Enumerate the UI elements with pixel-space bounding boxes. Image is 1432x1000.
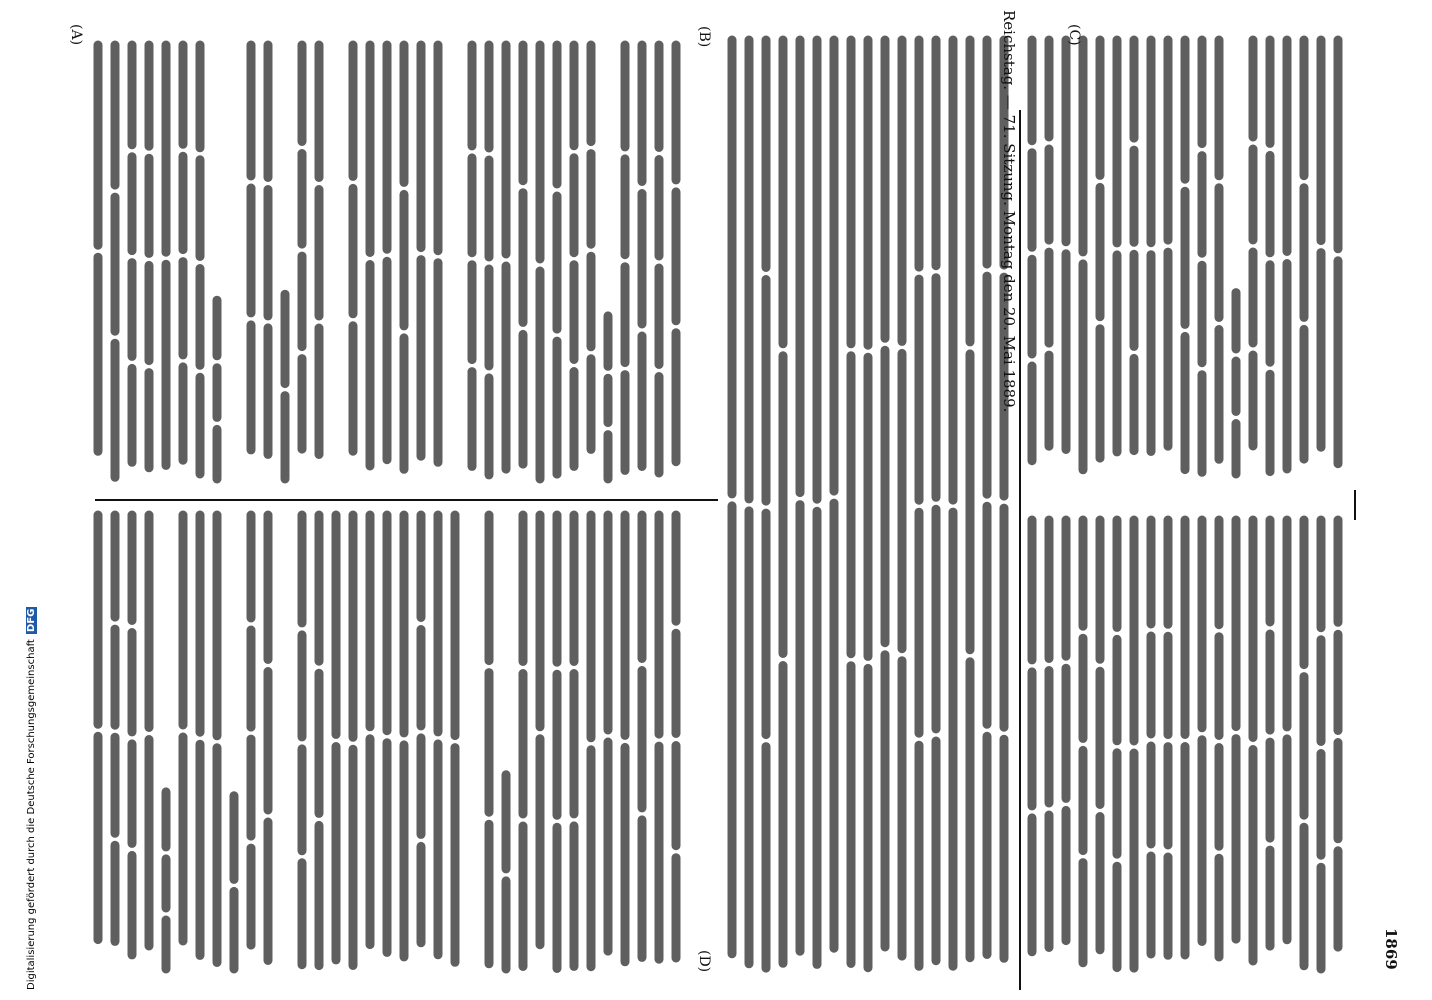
text-line-strokes bbox=[98, 40, 1338, 969]
column-marker-b: (B) bbox=[696, 26, 712, 48]
column-marker-c: (C) bbox=[1066, 24, 1082, 46]
column-marker-d: (D) bbox=[696, 950, 712, 973]
digitization-credit bbox=[26, 607, 37, 990]
dfg-logo: DFG bbox=[26, 608, 37, 632]
column-marker-a: (A) bbox=[68, 24, 84, 46]
credit-text: Digitalisierung gefördert durch die Deutsche Forschungsgemeinschaft bbox=[26, 639, 37, 990]
page-number: 1869 bbox=[1382, 928, 1400, 970]
header-title: Reichstag. — 71. Sitzung. Montag den 20. Mai 1889. bbox=[1000, 10, 1018, 413]
